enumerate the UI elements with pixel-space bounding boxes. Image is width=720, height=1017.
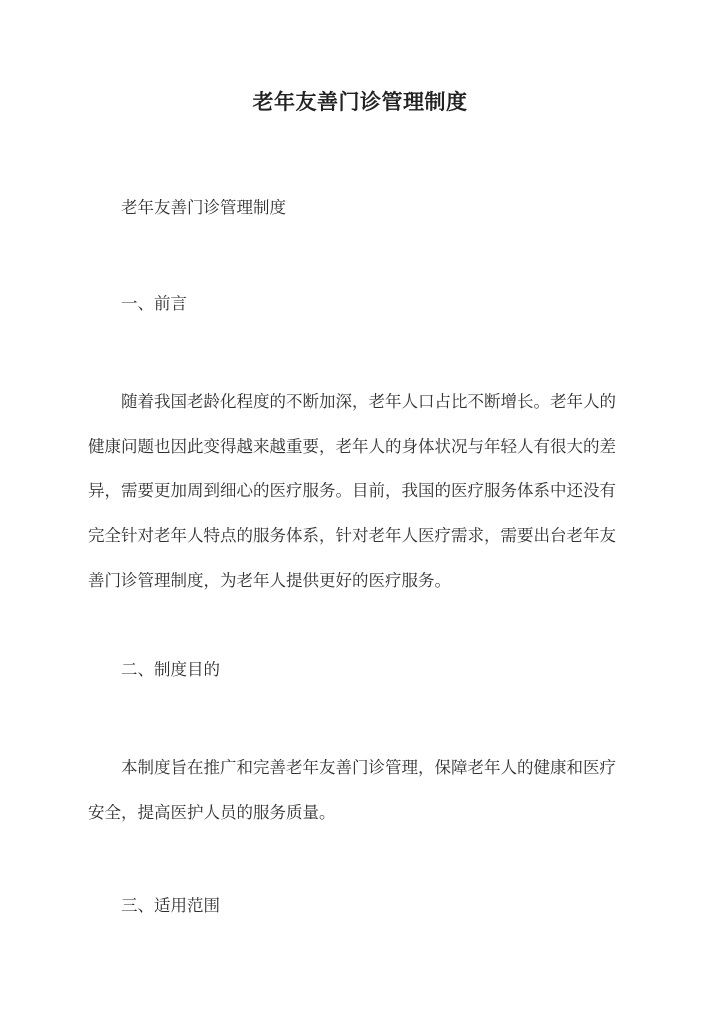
section-heading-preface: 一、前言 [121, 294, 187, 313]
section-heading-purpose: 二、制度目的 [121, 660, 220, 679]
section-paragraph-purpose [88, 746, 633, 835]
paragraph-line: 随着我国老龄化程度的不断加深，老年人口占比不断增长。老年人的 [121, 392, 616, 411]
paragraph-line: 安全，提高医护人员的服务质量。 [88, 802, 336, 822]
section-paragraph-preface [88, 380, 633, 604]
document-subtitle: 老年友善门诊管理制度 [121, 198, 286, 217]
paragraph-line: 本制度旨在推广和完善老年友善门诊管理，保障老年人的健康和医疗 [121, 758, 616, 777]
paragraph-line: 异，需要更加周到细心的医疗服务。目前，我国的医疗服务体系中还没有 [88, 481, 616, 501]
section-heading-scope: 三、适用范围 [121, 896, 220, 915]
paragraph-line: 善门诊管理制度，为老年人提供更好的医疗服务。 [88, 570, 451, 590]
document-title: 老年友善门诊管理制度 [252, 89, 468, 114]
paragraph-line: 健康问题也因此变得越来越重要，老年人的身体状况与年轻人有很大的差 [88, 436, 616, 456]
paragraph-line: 完全针对老年人特点的服务体系，针对老年人医疗需求，需要出台老年友 [88, 526, 616, 546]
